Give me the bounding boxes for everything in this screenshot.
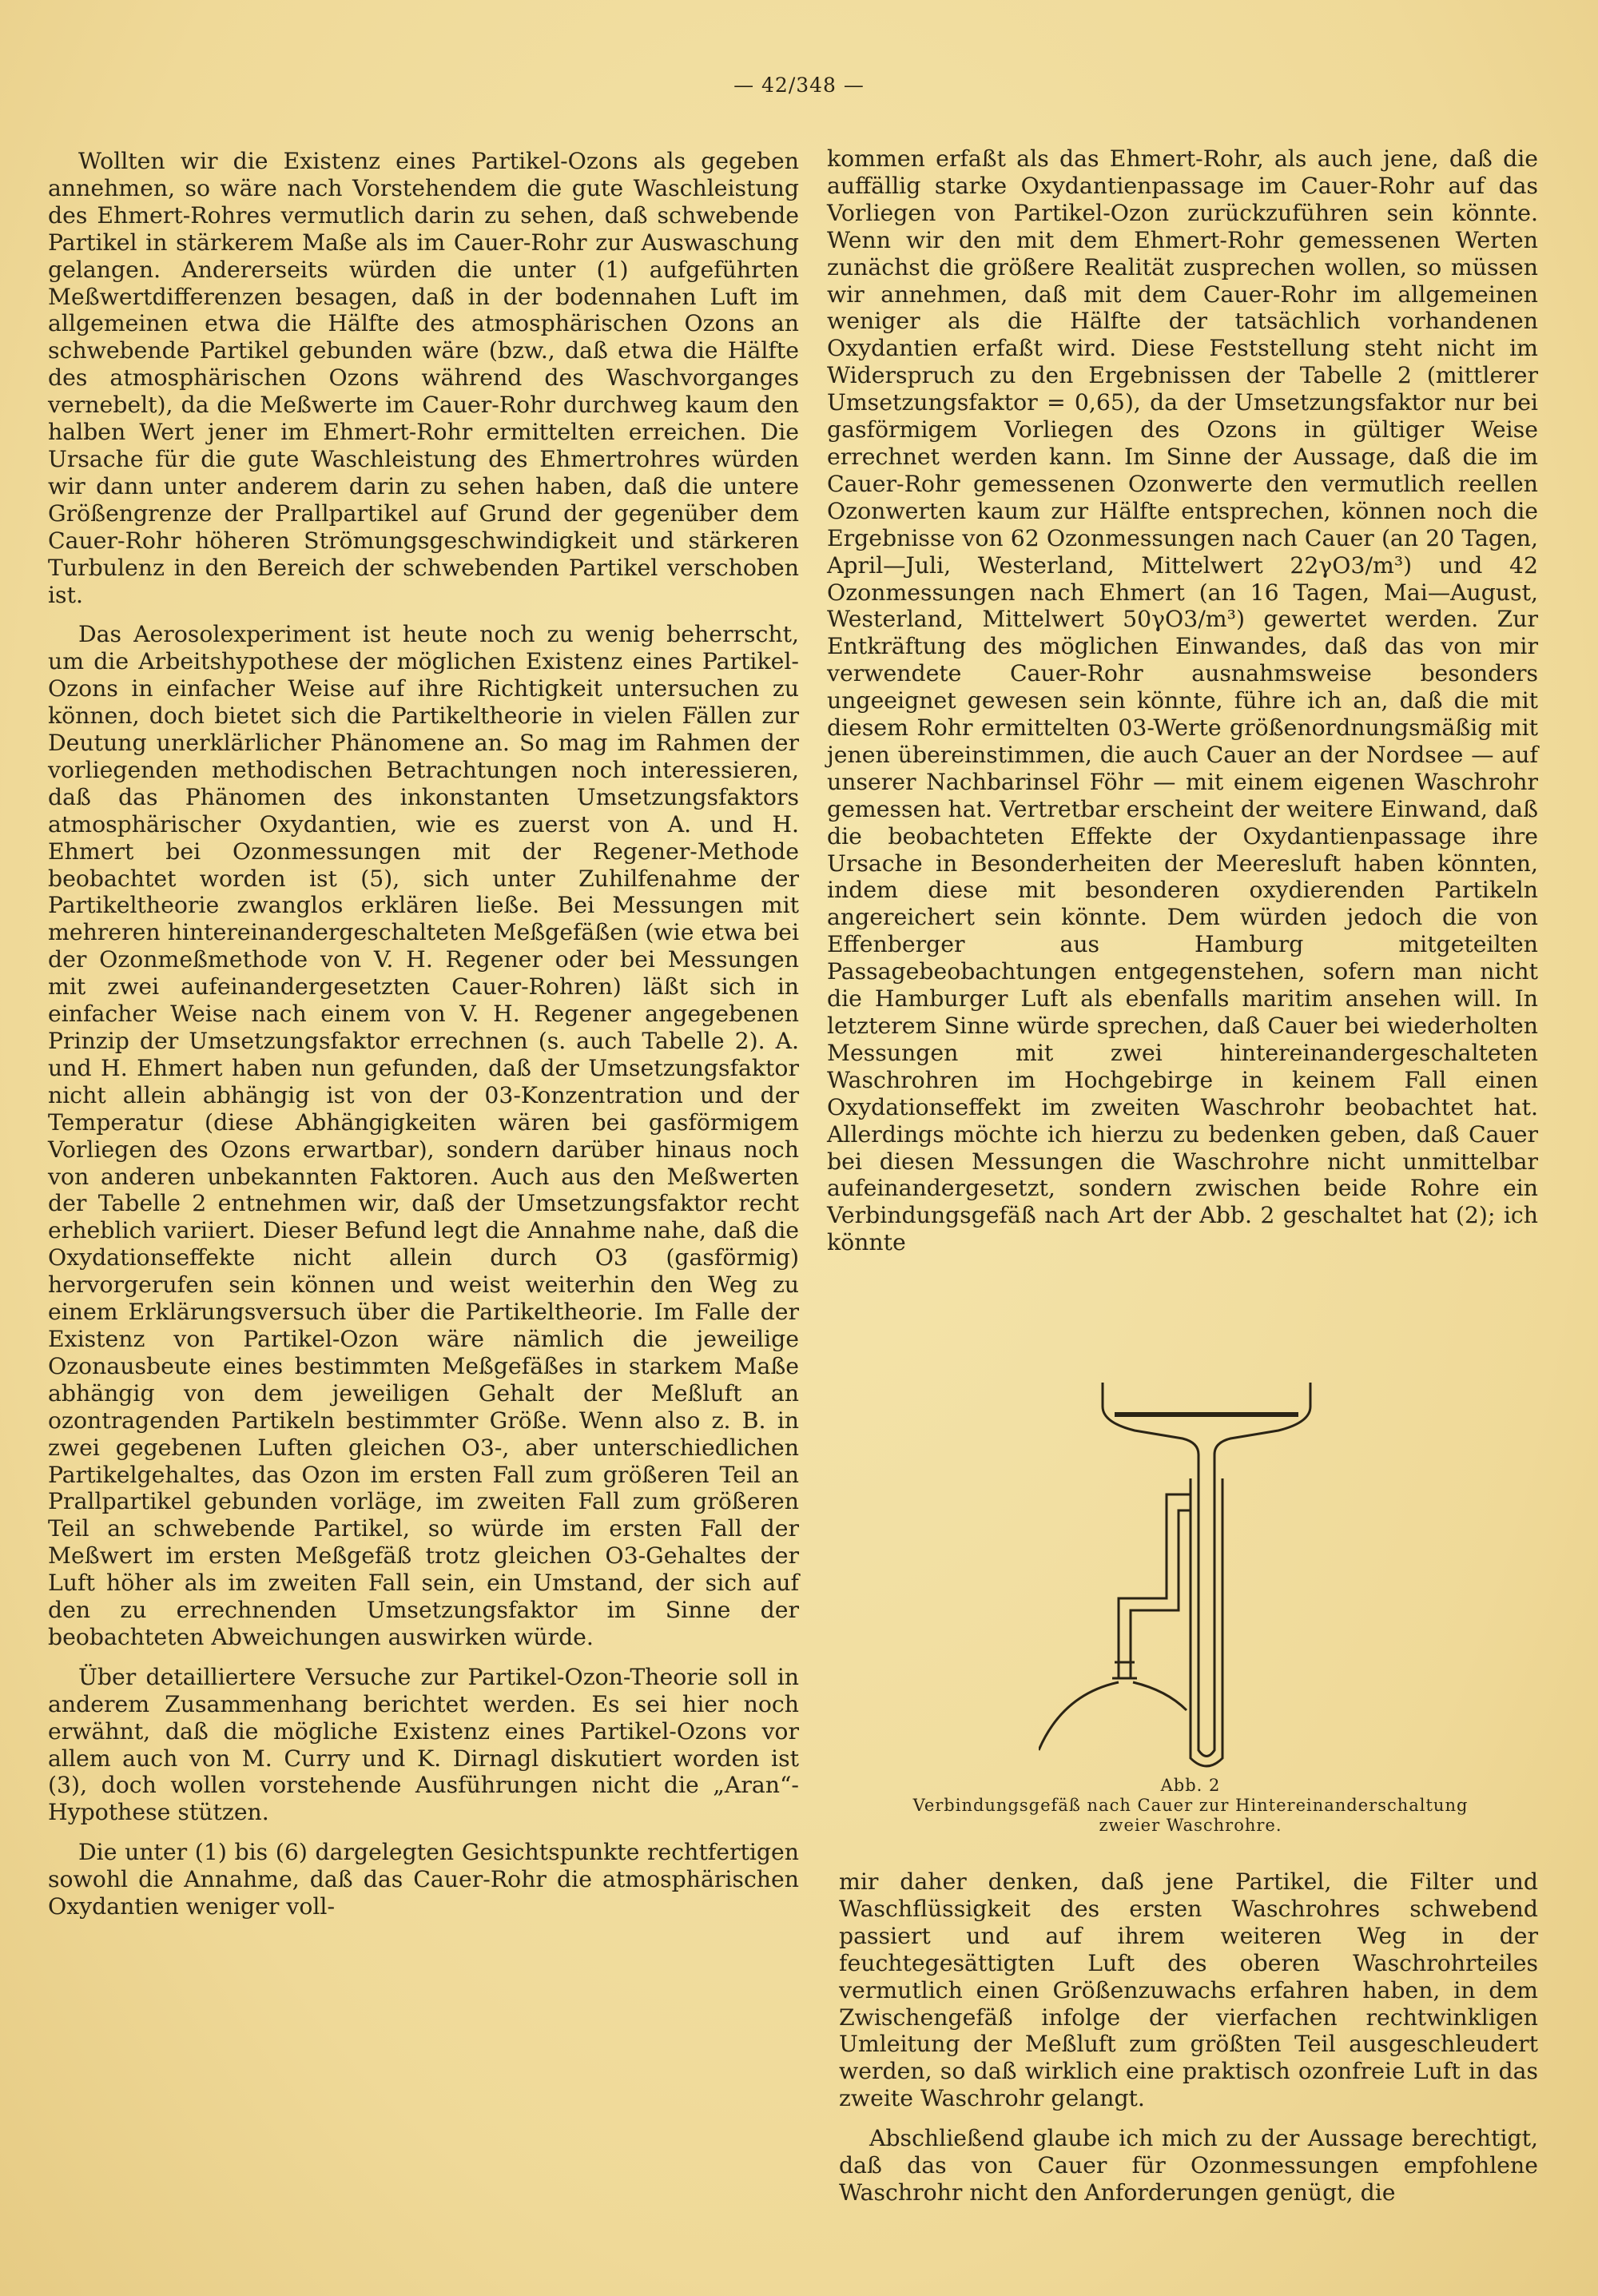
cup-left-wall <box>1103 1383 1198 1470</box>
inner-tube <box>1198 1470 1214 1757</box>
left-column <box>48 148 799 1933</box>
outer-tube <box>1191 1478 1222 1766</box>
cup-right-wall <box>1214 1383 1310 1470</box>
figure-caption <box>831 1776 1550 1836</box>
page-number-header: — 42/348 — <box>733 74 865 97</box>
lower-vessel-right <box>1133 1682 1187 1710</box>
paragraph: Die unter (1) bis (6) dargelegten Gesichtspunkte rechtfertigen sowohl die Annahme, daß das Cauer-Rohr die atmosphärischen Oxydantien weniger voll- <box>48 1839 799 1920</box>
figure-caption-line: Verbindungsgefäß nach Cauer zur Hintereinanderschaltung <box>912 1796 1469 1815</box>
right-column-bottom <box>839 1868 1538 2219</box>
connecting-vessel-diagram <box>1039 1375 1374 1774</box>
paragraph: Über detailliertere Versuche zur Partikel-Ozon-Theorie soll in anderem Zusammenhang berichtet werden. Es sei hier noch erwähnt, daß die mögliche Existenz eines Partikel-Ozons vor allem auch von M. Curry und K. Dirnagl diskutiert worden ist (3), doch wollen vorstehende Ausführungen nicht die „Aran“-Hypothese stützen. <box>48 1663 799 1826</box>
figure-label: Abb. 2 <box>1160 1776 1221 1795</box>
paragraph: kommen erfaßt als das Ehmert-Rohr, als auch jene, daß die auffällig starke Oxydantienpassage im Cauer-Rohr auf das Vorliegen von Partikel-Ozon zurückzuführen sein könnte. Wenn wir den mit dem Ehmert-Rohr gemessenen Werten zunächst die größere Realität zusprechen wollen, so müssen wir annehmen, daß mit dem Cauer-Rohr im allgemeinen weniger als die Hälfte der tatsächlich vorhandenen Oxydantien erfaßt wird. Diese Feststellung steht nicht im Widerspruch zu den Ergebnissen der Tabelle 2 (mittlerer Umsetzungsfaktor = 0,65), da der Umsetzungsfaktor nur bei gasförmigem Vorliegen des Ozons in gültiger Weise errechnet werden kann. Im Sinne der Aussage, daß die im Cauer-Rohr gemessenen Ozonwerte den vermutlich reellen Ozonwerten kaum zur Hälfte entsprechen, können noch die Ergebnisse von 62 Ozonmessungen nach Cauer (an 20 Tagen, April—Juli, Westerland, Mittelwert 22γO3/m³) und 42 Ozonmessungen nach Ehmert (an 16 Tagen, Mai—August, Westerland, Mittelwert 50γO3/m³) gewertet werden. Zur Entkräftung des möglichen Einwandes, daß das von mir verwendete Cauer-Rohr ausnahmsweise besonders ungeeignet gewesen sein könnte, führe ich an, daß die mit diesem Rohr ermittelten 03-Werte größenordnungsmäßig mit jenen übereinstimmen, die auch Cauer an der Nordsee — auf unserer Nachbarinsel Föhr — mit einem eigenen Waschrohr gemessen hat. Vertretbar erscheint der weitere Einwand, daß die beobachteten Effekte der Oxydantienpassage ihre Ursache in Besonderheiten der Meeresluft haben könnten, indem diese mit besonderen oxydierenden Partikeln angereichert sein könnte. Dem würden jedoch die von Effenberger aus Hamburg mitgeteilten Passagebeobachtungen entgegenstehen, sofern man nicht die Hamburger Luft als ebenfalls maritim ansehen will. In letzterem Sinne würde sprechen, daß Cauer bei wiederholten Messungen mit zwei hintereinandergeschalteten Waschrohren im Hochgebirge in keinem Fall einen Oxydationseffekt im zweiten Waschrohr beobachtet hat. Allerdings möchte ich hierzu zu bedenken geben, daß Cauer bei diesen Messungen die Waschrohre nicht unmittelbar aufeinandergesetzt, sondern zwischen beide Rohre ein Verbindungsgefäß nach Art der Abb. 2 geschaltet hat (2); ich könnte <box>827 145 1538 1256</box>
lower-vessel-left <box>1039 1682 1119 1750</box>
paragraph: Abschließend glaube ich mich zu der Aussage berechtigt, daß das von Cauer für Ozonmessungen empfohlene Waschrohr nicht den Anforderungen genügt, die <box>839 2125 1538 2206</box>
side-arm-inner <box>1131 1510 1191 1678</box>
paragraph: Wollten wir die Existenz eines Partikel-Ozons als gegeben annehmen, so wäre nach Vorstehendem die gute Waschleistung des Ehmert-Rohres vermutlich darin zu sehen, daß schwebende Partikel in stärkerem Maße als im Cauer-Rohr zur Auswaschung gelangen. Andererseits würden die unter (1) aufgeführten Meßwertdifferenzen besagen, daß in der bodennahen Luft im allgemeinen etwa die Hälfte des atmosphärischen Ozons an schwebende Partikel gebunden wäre (bzw., daß etwa die Hälfte des atmosphärischen Ozons während des Waschvorganges vernebelt), da die Meßwerte im Cauer-Rohr durchweg kaum den halben Wert jener im Ehmert-Rohr ermittelten erreichen. Die Ursache für die gute Waschleistung des Ehmertrohres würden wir dann unter anderem darin zu sehen haben, daß die untere Größengrenze der Prallpartikel auf Grund der gegenüber dem Cauer-Rohr höheren Strömungsgeschwindigkeit und stärkeren Turbulenz in den Bereich der schwebenden Partikel verschoben ist. <box>48 148 799 608</box>
right-column <box>827 145 1538 1269</box>
paragraph: Das Aerosolexperiment ist heute noch zu wenig beherrscht, um die Arbeitshypothese der möglichen Existenz eines Partikel-Ozons in einfacher Weise auf ihre Richtigkeit untersuchen zu können, doch bietet sich die Partikeltheorie in vielen Fällen zur Deutung unerklärlicher Phänomene an. So mag im Rahmen der vorliegenden methodischen Betrachtungen noch interessieren, daß das Phänomen des inkonstanten Umsetzungsfaktors atmosphärischer Oxydantien, wie es zuerst von A. und H. Ehmert bei Ozonmessungen mit der Regener-Methode beobachtet worden ist (5), sich unter Zuhilfenahme der Partikeltheorie zwanglos erklären ließe. Bei Messungen mit mehreren hintereinandergeschalteten Meßgefäßen (wie etwa bei der Ozonmeßmethode von V. H. Regener oder bei Messungen mit zwei aufeinandergesetzten Cauer-Rohren) läßt sich in einfacher Weise nach einem von V. H. Regener angegebenen Prinzip der Umsetzungsfaktor errechnen (s. auch Tabelle 2). A. und H. Ehmert haben nun gefunden, daß der Umsetzungsfaktor nicht allein abhängig ist von der 03-Konzentration und der Temperatur (diese Abhängigkeiten wären bei gasförmigem Vorliegen des Ozons erwartbar), sondern darüber hinaus noch von anderen unbekannten Faktoren. Auch aus den Meßwerten der Tabelle 2 entnehmen wir, daß der Umsetzungsfaktor recht erheblich variiert. Dieser Befund legt die Annahme nahe, daß die Oxydationseffekte nicht allein durch O3 (gasförmig) hervorgerufen sein können und weist weiterhin den Weg zu einem Erklärungsversuch über die Partikeltheorie. Im Falle der Existenz von Partikel-Ozon wäre nämlich die jeweilige Ozonausbeute eines bestimmten Meßgefäßes in starkem Maße abhängig von dem jeweiligen Gehalt der Meßluft an ozontragenden Partikeln bestimmter Größe. Wenn also z. B. in zwei gegebenen Luften gleichen O3-, aber unterschiedlichen Partikelgehaltes, das Ozon im ersten Fall zum größeren Teil an Prallpartikel gebunden vorläge, im zweiten Fall zum größeren Teil an schwebende Partikel, so würde im ersten Fall der Meßwert im ersten Meßgefäß trotz gleichen O3-Gehaltes der Luft höher als im zweiten Fall sein, ein Umstand, der sich auf den zu errechnenden Umsetzungsfaktor im Sinne der beobachteten Abweichungen auswirken würde. <box>48 621 799 1650</box>
figure-caption-line: zweier Waschrohre. <box>1099 1816 1282 1835</box>
paragraph: mir daher denken, daß jene Partikel, die Filter und Waschflüssigkeit des ersten Waschrohres schwebend passiert und auf ihrem weiteren Weg in der feuchtegesättigten Luft des oberen Waschrohrteiles vermutlich einen Größenzuwachs erfahren haben, in dem Zwischengefäß infolge der vierfachen rechtwinkligen Umleitung der Meßluft zum größten Teil ausgeschleudert werden, so daß wirklich eine praktisch ozonfreie Luft in das zweite Waschrohr gelangt. <box>839 1868 1538 2112</box>
